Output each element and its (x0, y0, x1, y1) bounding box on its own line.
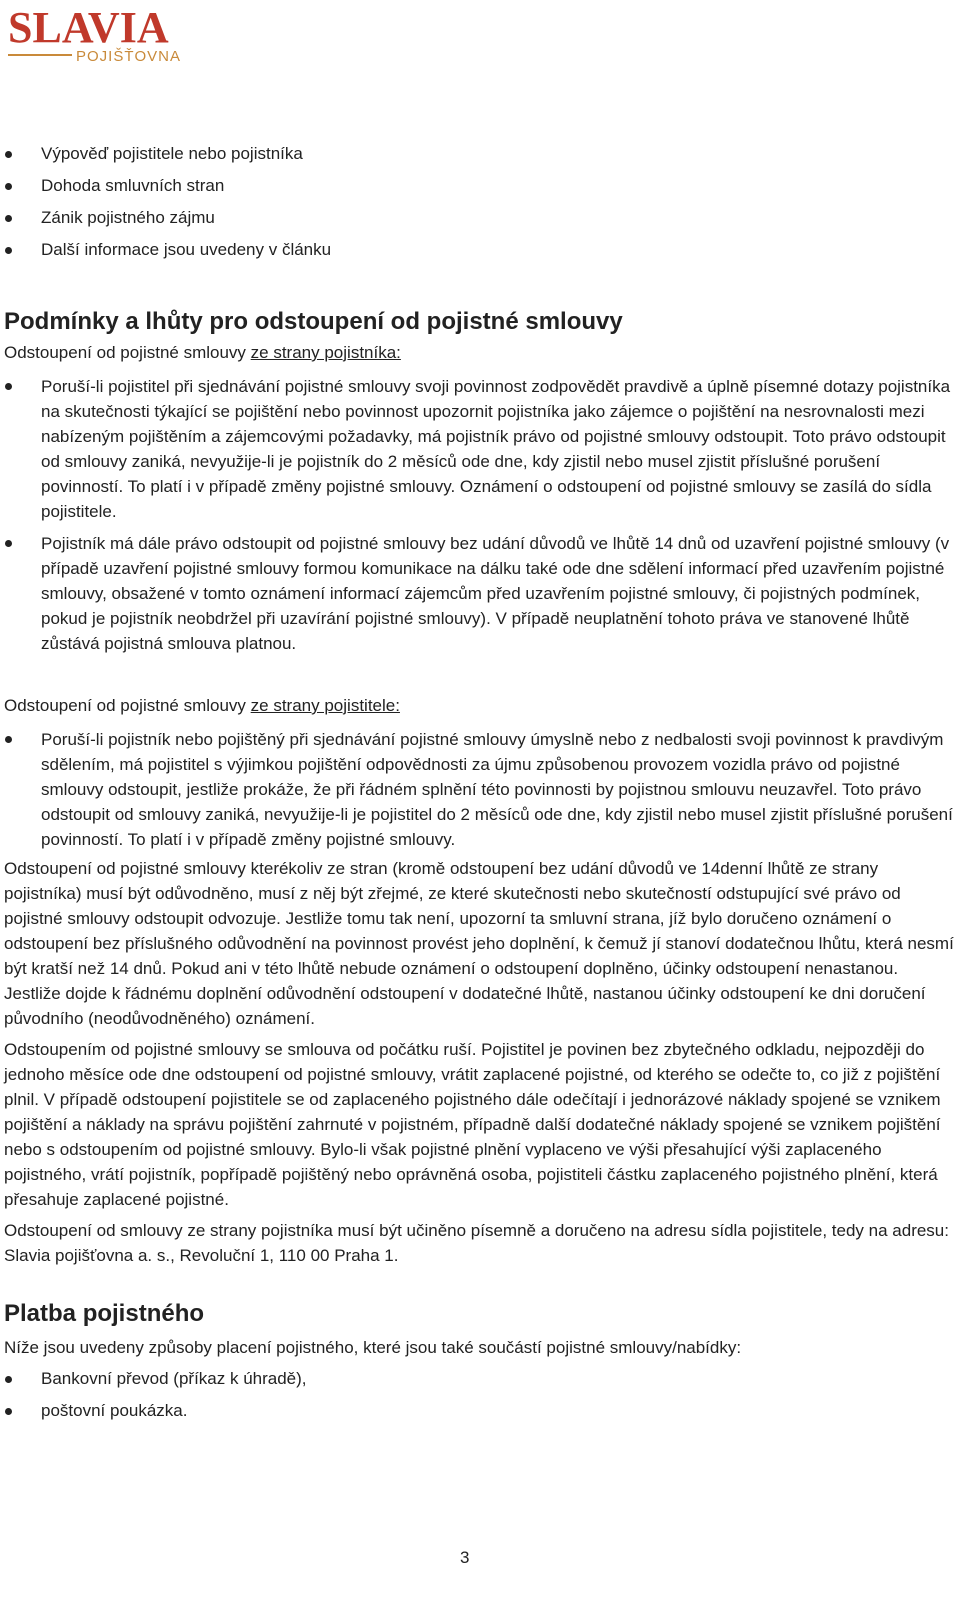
document-body (4, 138, 954, 1427)
intro-underlined: ze strany pojistníka: (250, 343, 401, 362)
list-item: Bankovní převod (příkaz k úhradě), (4, 1363, 954, 1395)
section-heading-payment: Platba pojistného (4, 1300, 205, 1327)
payment-intro: Níže jsou uvedeny způsoby placení pojistného, které jsou také součástí pojistné smlouvy/nabídky: (4, 1338, 742, 1357)
policyholder-list (4, 374, 954, 656)
intro-underlined: ze strany pojistitele: (250, 696, 400, 715)
intro-text: Odstoupení od pojistné smlouvy (4, 343, 251, 362)
list-item: Zánik pojistného zájmu (4, 202, 954, 234)
payment-methods-list (4, 1363, 954, 1427)
list-item: Poruší-li pojistitel při sjednávání pojistné smlouvy svoji povinnost zodpovědět pravdivě a úplně písemné dotazy pojistníka na skutečnosti týkající se pojištění nebo povinnost upozornit pojistníka jako zájemce o pojištění na nesrovnalosti mezi nabízeným pojištěním a zájemcovými požadavky, má pojistník právo od pojistné smlouvy odstoupit. Toto právo odstoupit od smlouvy zaniká, nevyužije-li je pojistník do 2 měsíců ode dne, kdy zjistil nebo musel zjistit příslušné porušení povinností. To platí i v případě změny pojistné smlouvy. Oznámení o odstoupení od pojistné smlouvy se zasílá do sídla pojistitele. (4, 374, 954, 524)
list-item: poštovní poukázka. (4, 1395, 954, 1427)
slavia-logo (8, 6, 183, 68)
list-item: Dohoda smluvních stran (4, 170, 954, 202)
paragraph: Odstoupení od smlouvy ze strany pojistníka musí být učiněno písemně a doručeno na adresu sídla pojistitele, tedy na adresu: Slavia pojišťovna a. s., Revoluční 1, 110 00 Praha 1. (4, 1221, 949, 1265)
logo-brand-text: SLAVIA (8, 6, 169, 52)
logo-sub-text: POJIŠŤOVNA (76, 48, 182, 65)
paragraph: Odstoupení od pojistné smlouvy kterékoliv ze stran (kromě odstoupení bez udání důvodů ve 14denní lhůtě ze strany pojistníka) musí být odůvodněno, musí z něj být zřejmé, ze které skutečnosti nebo skutečností odstupující své právo od pojistné smlouvy odstoupit odvozuje. Jestliže tomu tak není, upozorní ta smluvní strana, jíž bylo doručeno oznámení o odstoupení bez příslušného odůvodnění na povinnost provést jeho doplnění, k čemuž jí stanoví dodatečnou lhůtu, která nesmí být kratší než 14 dnů. Pokud ani v této lhůtě nebude oznámení o odstoupení doplněno, účinky odstoupení nenastanou. Jestliže dojde k řádnému doplnění odůvodnění odstoupení v dodatečné lhůtě, nastanou účinky odstoupení ke dni doručení původního (neodůvodněného) oznámení. (4, 859, 954, 1028)
insurer-intro (4, 693, 954, 718)
paragraph: Odstoupením od pojistné smlouvy se smlouva od počátku ruší. Pojistitel je povinen bez zbytečného odkladu, nejpozději do jednoho měsíce ode dne odstoupení od pojistné smlouvy, vrátit zaplacené pojistné, od kterého se odečte to, co již z pojištění plnil. V případě odstoupení pojistitele se od zaplaceného pojistného dále odečítají i jednorázové náklady spojené se vznikem pojištění a náklady na správu pojištění zahrnuté v pojistném, případně další dodatečné náklady spojené se vznikem pojištění nebo s odstoupením od pojistné smlouvy. Bylo-li však pojistné plnění vyplaceno ve výši přesahující výši zaplaceného pojistného, vrátí pojistník, popřípadě pojištěný nebo oprávněná osoba, pojistiteli částku zaplaceného pojistného plnění, která přesahuje zaplacené pojistné. (4, 1040, 941, 1209)
list-item: Další informace jsou uvedeny v článku (4, 234, 954, 266)
section-heading-withdrawal: Podmínky a lhůty pro odstoupení od pojistné smlouvy (4, 308, 623, 335)
intro-text: Odstoupení od pojistné smlouvy (4, 696, 251, 715)
list-item: Pojistník má dále právo odstoupit od pojistné smlouvy bez udání důvodů ve lhůtě 14 dnů od uzavření pojistné smlouvy (v případě uzavření pojistné smlouvy formou komunikace na dálku také ode dne sdělení informací před uzavřením pojistné smlouvy, obsažené v tomto oznámení informací zájemcům před uzavřením pojistné smlouvy, či pojistných podmínek, pokud je pojistník neobdržel při uzavírání pojistné smlouvy). V případě neuplatnění tohoto práva ve stanovené lhůtě zůstává pojistná smlouva platnou. (4, 531, 954, 656)
termination-reasons-list (4, 138, 954, 266)
list-item: Výpověď pojistitele nebo pojistníka (4, 138, 954, 170)
policyholder-intro (4, 340, 954, 365)
page-number: 3 (460, 1548, 470, 1567)
insurer-list (4, 727, 954, 852)
list-item: Poruší-li pojistník nebo pojištěný při sjednávání pojistné smlouvy úmyslně nebo z nedbalosti svoji povinnost k pravdivým sdělením, má pojistitel s výjimkou pojištění odpovědnosti za újmu způsobenou provozem vozidla právo od pojistné smlouvy odstoupit, jestliže prokáže, že při řádném splnění této povinnosti by pojistnou smlouvu neuzavřel. Toto právo odstoupit od smlouvy zaniká, nevyužije-li je pojistitel do 2 měsíců ode dne, kdy zjistil nebo musel zjistit příslušné porušení povinností. To platí i v případě změny pojistné smlouvy. (4, 727, 954, 852)
